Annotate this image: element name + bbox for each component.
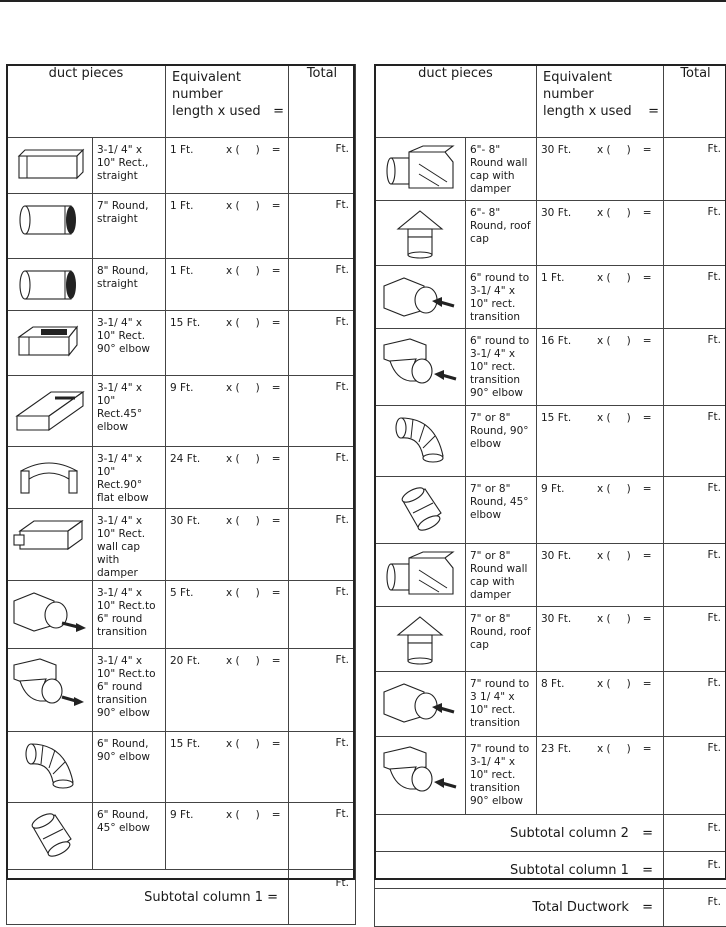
equivalent-length-cell bbox=[166, 649, 289, 732]
equivalent-length: 20 Ft. bbox=[170, 655, 226, 667]
equals-sign: = bbox=[272, 265, 281, 277]
header-equiv-line1: Equivalent number bbox=[543, 69, 659, 103]
equivalent-length: 15 Ft. bbox=[541, 412, 597, 424]
equals-sign: = bbox=[272, 200, 281, 212]
duct-piece-image-cell bbox=[375, 201, 466, 266]
duct-piece-image-cell bbox=[7, 259, 93, 311]
round-straight-duct-icon bbox=[15, 225, 85, 244]
duct-piece-name: 7" or 8" Round, roof cap bbox=[466, 607, 537, 672]
duct-piece-row bbox=[7, 649, 356, 732]
equivalent-length: 1 Ft. bbox=[170, 200, 226, 212]
row-total-field[interactable]: Ft. bbox=[664, 607, 726, 672]
summary-total-field[interactable]: Ft. bbox=[664, 852, 726, 889]
multiplier-open: x ( bbox=[226, 382, 240, 394]
subtotal-column-1-label: Subtotal column 1 = bbox=[7, 870, 289, 925]
duct-piece-name: 6" Round, 90° elbow bbox=[93, 732, 166, 803]
equals-sign: = bbox=[643, 613, 652, 625]
multiplier-open: x ( bbox=[597, 412, 611, 424]
equals-sign: = bbox=[643, 550, 652, 562]
equivalent-length-cell bbox=[166, 194, 289, 259]
round-straight-duct-icon bbox=[15, 290, 85, 309]
duct-piece-row bbox=[7, 311, 356, 376]
duct-piece-image-cell bbox=[7, 138, 93, 194]
duct-piece-name: 3-1/ 4" x 10" Rect.to 6" round transition bbox=[93, 581, 166, 649]
multiplier-open: x ( bbox=[226, 265, 240, 277]
duct-piece-row bbox=[375, 266, 726, 329]
multiplier-close: ) bbox=[627, 678, 631, 690]
row-total-field[interactable]: Ft. bbox=[664, 477, 726, 544]
row-total-field[interactable]: Ft. bbox=[664, 672, 726, 737]
summary-equals: = bbox=[633, 900, 653, 915]
row-total-field[interactable]: Ft. bbox=[289, 259, 356, 311]
equivalent-length-cell bbox=[537, 672, 664, 737]
equals-sign: = bbox=[643, 743, 652, 755]
round-90-elbow-icon bbox=[389, 457, 451, 476]
summary-label: Subtotal column 2 bbox=[510, 826, 629, 841]
duct-piece-image-cell bbox=[7, 194, 93, 259]
summary-equals: = bbox=[633, 863, 653, 878]
top-rule bbox=[0, 0, 726, 2]
multiplier-close: ) bbox=[256, 453, 260, 465]
duct-piece-name: 7" or 8" Round wall cap with damper bbox=[466, 544, 537, 607]
row-total-field[interactable]: Ft. bbox=[664, 201, 726, 266]
duct-piece-image-cell bbox=[7, 447, 93, 509]
duct-piece-image-cell bbox=[375, 737, 466, 815]
duct-piece-name: 7" round to 3 1/ 4" x 10" rect. transition bbox=[466, 672, 537, 737]
multiplier-close: ) bbox=[256, 382, 260, 394]
header-equivalent-length bbox=[537, 65, 664, 138]
row-total-field[interactable]: Ft. bbox=[289, 649, 356, 732]
equivalent-length: 16 Ft. bbox=[541, 335, 597, 347]
multiplier-open: x ( bbox=[597, 483, 611, 495]
row-total-field[interactable]: Ft. bbox=[664, 406, 726, 477]
duct-piece-name: 7" or 8" Round, 90° elbow bbox=[466, 406, 537, 477]
equals-sign: = bbox=[643, 335, 652, 347]
equivalent-length-cell bbox=[166, 732, 289, 803]
round-wall-cap-icon bbox=[383, 181, 457, 200]
number-used-field[interactable] bbox=[611, 743, 627, 755]
multiplier-open: x ( bbox=[597, 144, 611, 156]
number-used-field[interactable] bbox=[611, 207, 627, 219]
multiplier-close: ) bbox=[256, 317, 260, 329]
equivalent-length-cell bbox=[537, 266, 664, 329]
equivalent-length-cell bbox=[537, 544, 664, 607]
duct-piece-name: 7" or 8" Round, 45° elbow bbox=[466, 477, 537, 544]
duct-piece-row bbox=[7, 581, 356, 649]
header-equals: = bbox=[648, 103, 659, 120]
equals-sign: = bbox=[643, 272, 652, 284]
equivalent-length: 30 Ft. bbox=[170, 515, 226, 527]
number-used-field[interactable] bbox=[611, 272, 627, 284]
duct-piece-name: 6"- 8" Round, roof cap bbox=[466, 201, 537, 266]
equivalent-length-cell bbox=[166, 581, 289, 649]
multiplier-close: ) bbox=[627, 207, 631, 219]
duct-piece-image-cell bbox=[375, 607, 466, 672]
duct-piece-image-cell bbox=[7, 581, 93, 649]
equals-sign: = bbox=[272, 515, 281, 527]
duct-piece-row bbox=[7, 259, 356, 311]
multiplier-open: x ( bbox=[226, 809, 240, 821]
number-used-field[interactable] bbox=[240, 587, 256, 599]
multiplier-close: ) bbox=[627, 483, 631, 495]
equivalent-length-cell bbox=[537, 737, 664, 815]
header-equiv-line1: Equivalent number bbox=[172, 69, 284, 103]
equivalent-length: 30 Ft. bbox=[541, 144, 597, 156]
number-used-field[interactable] bbox=[240, 738, 256, 750]
header-duct-pieces: duct pieces bbox=[375, 65, 537, 138]
duct-piece-image-cell bbox=[375, 672, 466, 737]
duct-table-column-1 bbox=[6, 64, 356, 925]
summary-label: Subtotal column 1 bbox=[510, 863, 629, 878]
duct-piece-row bbox=[7, 447, 356, 509]
rect-90-elbow-icon bbox=[15, 346, 85, 365]
row-total-field[interactable]: Ft. bbox=[289, 194, 356, 259]
multiplier-open: x ( bbox=[226, 738, 240, 750]
duct-piece-image-cell bbox=[7, 649, 93, 732]
multiplier-open: x ( bbox=[597, 550, 611, 562]
duct-piece-name: 6" round to 3-1/ 4" x 10" rect. transition bbox=[466, 266, 537, 329]
row-total-field[interactable]: Ft. bbox=[664, 329, 726, 406]
duct-piece-row bbox=[7, 509, 356, 581]
header-duct-pieces: duct pieces bbox=[7, 65, 166, 138]
number-used-field[interactable] bbox=[240, 655, 256, 667]
duct-piece-row bbox=[7, 194, 356, 259]
summary-label: Total Ductwork bbox=[532, 900, 628, 915]
number-used-field[interactable] bbox=[240, 200, 256, 212]
header-equivalent-length bbox=[166, 65, 289, 138]
equivalent-length: 8 Ft. bbox=[541, 678, 597, 690]
duct-piece-image-cell bbox=[7, 509, 93, 581]
multiplier-close: ) bbox=[627, 144, 631, 156]
number-used-field[interactable] bbox=[611, 412, 627, 424]
duct-piece-row bbox=[375, 737, 726, 815]
duct-piece-name: 6" Round, 45° elbow bbox=[93, 803, 166, 870]
row-total-field[interactable]: Ft. bbox=[664, 266, 726, 329]
equivalent-length: 1 Ft. bbox=[541, 272, 597, 284]
row-total-field[interactable]: Ft. bbox=[289, 581, 356, 649]
equivalent-length-cell bbox=[166, 311, 289, 376]
duct-piece-image-cell bbox=[375, 406, 466, 477]
summary-row bbox=[375, 852, 726, 889]
row-total-field[interactable]: Ft. bbox=[289, 509, 356, 581]
duct-piece-row bbox=[375, 201, 726, 266]
multiplier-open: x ( bbox=[226, 200, 240, 212]
duct-piece-name: 6" round to 3-1/ 4" x 10" rect. transition 90° elbow bbox=[466, 329, 537, 406]
header-total: Total bbox=[664, 65, 726, 138]
row-total-field[interactable]: Ft. bbox=[664, 544, 726, 607]
duct-piece-row bbox=[375, 477, 726, 544]
equals-sign: = bbox=[272, 382, 281, 394]
equals-sign: = bbox=[643, 144, 652, 156]
duct-piece-row bbox=[7, 138, 356, 194]
duct-piece-name: 7" round to 3-1/ 4" x 10" rect. transition 90° elbow bbox=[466, 737, 537, 815]
number-used-field[interactable] bbox=[611, 335, 627, 347]
round-to-rect-90-transition-icon bbox=[380, 784, 460, 803]
number-used-field[interactable] bbox=[240, 382, 256, 394]
round-roof-cap-icon bbox=[390, 652, 450, 671]
multiplier-open: x ( bbox=[597, 743, 611, 755]
number-used-field[interactable] bbox=[611, 678, 627, 690]
summary-row bbox=[375, 889, 726, 927]
rect-45-elbow-icon bbox=[13, 419, 87, 438]
multiplier-close: ) bbox=[627, 335, 631, 347]
multiplier-close: ) bbox=[256, 655, 260, 667]
equivalent-length: 5 Ft. bbox=[170, 587, 226, 599]
equivalent-length-cell bbox=[166, 138, 289, 194]
summary-row bbox=[375, 815, 726, 852]
multiplier-open: x ( bbox=[597, 272, 611, 284]
duct-piece-image-cell bbox=[375, 544, 466, 607]
rect-wall-cap-icon bbox=[12, 544, 88, 563]
round-to-rect-transition-icon bbox=[380, 309, 460, 328]
number-used-field[interactable] bbox=[611, 483, 627, 495]
equals-sign: = bbox=[272, 453, 281, 465]
round-to-rect-transition-icon bbox=[380, 715, 460, 734]
duct-piece-image-cell bbox=[7, 803, 93, 870]
rect-to-round-90-transition-icon bbox=[10, 696, 90, 715]
equivalent-length: 24 Ft. bbox=[170, 453, 226, 465]
multiplier-close: ) bbox=[256, 200, 260, 212]
header-equiv-line2: length x used bbox=[172, 103, 261, 120]
multiplier-open: x ( bbox=[226, 317, 240, 329]
duct-piece-name: 3-1/ 4" x 10" Rect.45° elbow bbox=[93, 376, 166, 447]
equivalent-length: 9 Ft. bbox=[170, 382, 226, 394]
number-used-field[interactable] bbox=[240, 515, 256, 527]
number-used-field[interactable] bbox=[240, 809, 256, 821]
duct-piece-row bbox=[375, 329, 726, 406]
equivalent-length-cell bbox=[166, 509, 289, 581]
duct-piece-row bbox=[375, 406, 726, 477]
equivalent-length: 9 Ft. bbox=[170, 809, 226, 821]
equivalent-length: 15 Ft. bbox=[170, 317, 226, 329]
round-90-elbow-icon bbox=[19, 783, 81, 802]
summary-equals: = bbox=[633, 826, 653, 841]
row-total-field[interactable]: Ft. bbox=[289, 138, 356, 194]
equals-sign: = bbox=[272, 809, 281, 821]
number-used-field[interactable] bbox=[240, 317, 256, 329]
rect-to-round-transition-icon bbox=[10, 624, 90, 643]
equivalent-length: 1 Ft. bbox=[170, 265, 226, 277]
duct-piece-name: 3-1/ 4" x 10" Rect., straight bbox=[93, 138, 166, 194]
equivalent-length-cell bbox=[537, 329, 664, 406]
number-used-field[interactable] bbox=[611, 613, 627, 625]
number-used-field[interactable] bbox=[240, 453, 256, 465]
duct-piece-image-cell bbox=[375, 138, 466, 201]
number-used-field[interactable] bbox=[611, 144, 627, 156]
row-total-field[interactable]: Ft. bbox=[289, 803, 356, 870]
duct-piece-image-cell bbox=[375, 329, 466, 406]
equivalent-length-cell bbox=[537, 607, 664, 672]
multiplier-open: x ( bbox=[597, 207, 611, 219]
equivalent-length: 1 Ft. bbox=[170, 144, 226, 156]
multiplier-close: ) bbox=[256, 265, 260, 277]
summary-label-cell bbox=[375, 852, 664, 889]
round-45-elbow-icon bbox=[19, 850, 81, 869]
rect-straight-duct-icon bbox=[15, 169, 85, 188]
equivalent-length: 30 Ft. bbox=[541, 613, 597, 625]
header-total: Total bbox=[289, 65, 356, 138]
row-total-field[interactable]: Ft. bbox=[289, 732, 356, 803]
multiplier-open: x ( bbox=[226, 587, 240, 599]
multiplier-close: ) bbox=[627, 272, 631, 284]
multiplier-open: x ( bbox=[597, 335, 611, 347]
equivalent-length-cell bbox=[537, 201, 664, 266]
round-roof-cap-icon bbox=[390, 246, 450, 265]
equivalent-length: 9 Ft. bbox=[541, 483, 597, 495]
duct-piece-image-cell bbox=[7, 376, 93, 447]
summary-total-field[interactable]: Ft. bbox=[664, 815, 726, 852]
equals-sign: = bbox=[272, 587, 281, 599]
equals-sign: = bbox=[272, 144, 281, 156]
equivalent-length-cell bbox=[166, 259, 289, 311]
equals-sign: = bbox=[643, 483, 652, 495]
equivalent-length-cell bbox=[537, 477, 664, 544]
summary-label-cell bbox=[375, 889, 664, 927]
subtotal-column-1-total[interactable]: Ft. bbox=[289, 870, 356, 925]
multiplier-close: ) bbox=[627, 743, 631, 755]
equals-sign: = bbox=[272, 655, 281, 667]
duct-piece-row bbox=[7, 732, 356, 803]
row-total-field[interactable]: Ft. bbox=[664, 737, 726, 815]
multiplier-close: ) bbox=[627, 550, 631, 562]
round-to-rect-90-transition-icon bbox=[380, 376, 460, 395]
multiplier-close: ) bbox=[627, 613, 631, 625]
round-wall-cap-icon bbox=[383, 587, 457, 606]
header-equiv-line2: length x used bbox=[543, 103, 632, 120]
duct-piece-row bbox=[7, 803, 356, 870]
equivalent-length-cell bbox=[166, 376, 289, 447]
multiplier-close: ) bbox=[256, 515, 260, 527]
duct-piece-image-cell bbox=[375, 266, 466, 329]
duct-piece-row bbox=[375, 138, 726, 201]
multiplier-open: x ( bbox=[597, 613, 611, 625]
equivalent-length: 30 Ft. bbox=[541, 550, 597, 562]
duct-piece-name: 3-1/ 4" x 10" Rect. wall cap with damper bbox=[93, 509, 166, 581]
multiplier-close: ) bbox=[256, 809, 260, 821]
number-used-field[interactable] bbox=[240, 265, 256, 277]
duct-piece-name: 6"- 8" Round wall cap with damper bbox=[466, 138, 537, 201]
multiplier-open: x ( bbox=[226, 655, 240, 667]
multiplier-open: x ( bbox=[226, 515, 240, 527]
equals-sign: = bbox=[643, 207, 652, 219]
equivalent-length-cell bbox=[537, 138, 664, 201]
duct-piece-image-cell bbox=[7, 311, 93, 376]
duct-piece-row bbox=[375, 607, 726, 672]
equals-sign: = bbox=[272, 317, 281, 329]
duct-piece-name: 8" Round, straight bbox=[93, 259, 166, 311]
equivalent-length: 30 Ft. bbox=[541, 207, 597, 219]
equals-sign: = bbox=[643, 412, 652, 424]
duct-piece-row bbox=[7, 376, 356, 447]
multiplier-close: ) bbox=[256, 587, 260, 599]
duct-piece-row bbox=[375, 672, 726, 737]
equivalent-length-cell bbox=[166, 803, 289, 870]
header-equals: = bbox=[273, 103, 284, 120]
row-total-field[interactable]: Ft. bbox=[664, 138, 726, 201]
summary-label-cell bbox=[375, 815, 664, 852]
duct-piece-name: 3-1/ 4" x 10" Rect.to 6" round transition 90° elbow bbox=[93, 649, 166, 732]
rect-90-flat-elbow-icon bbox=[15, 484, 85, 503]
duct-piece-image-cell bbox=[375, 477, 466, 544]
equivalent-length-cell bbox=[537, 406, 664, 477]
summary-total-field[interactable]: Ft. bbox=[664, 889, 726, 927]
equals-sign: = bbox=[643, 678, 652, 690]
multiplier-close: ) bbox=[256, 738, 260, 750]
multiplier-open: x ( bbox=[597, 678, 611, 690]
row-total-field[interactable]: Ft. bbox=[289, 376, 356, 447]
duct-piece-name: 3-1/ 4" x 10" Rect. 90° elbow bbox=[93, 311, 166, 376]
row-total-field[interactable]: Ft. bbox=[289, 447, 356, 509]
number-used-field[interactable] bbox=[240, 144, 256, 156]
equivalent-length: 23 Ft. bbox=[541, 743, 597, 755]
duct-piece-name: 7" Round, straight bbox=[93, 194, 166, 259]
row-total-field[interactable]: Ft. bbox=[289, 311, 356, 376]
duct-piece-image-cell bbox=[7, 732, 93, 803]
equivalent-length-cell bbox=[166, 447, 289, 509]
multiplier-close: ) bbox=[256, 144, 260, 156]
duct-table-column-2 bbox=[374, 64, 726, 927]
equivalent-length: 15 Ft. bbox=[170, 738, 226, 750]
number-used-field[interactable] bbox=[611, 550, 627, 562]
multiplier-open: x ( bbox=[226, 144, 240, 156]
multiplier-close: ) bbox=[627, 412, 631, 424]
duct-piece-name: 3-1/ 4" x 10" Rect.90° flat elbow bbox=[93, 447, 166, 509]
duct-piece-row bbox=[375, 544, 726, 607]
multiplier-open: x ( bbox=[226, 453, 240, 465]
round-45-elbow-icon bbox=[389, 524, 451, 543]
equals-sign: = bbox=[272, 738, 281, 750]
